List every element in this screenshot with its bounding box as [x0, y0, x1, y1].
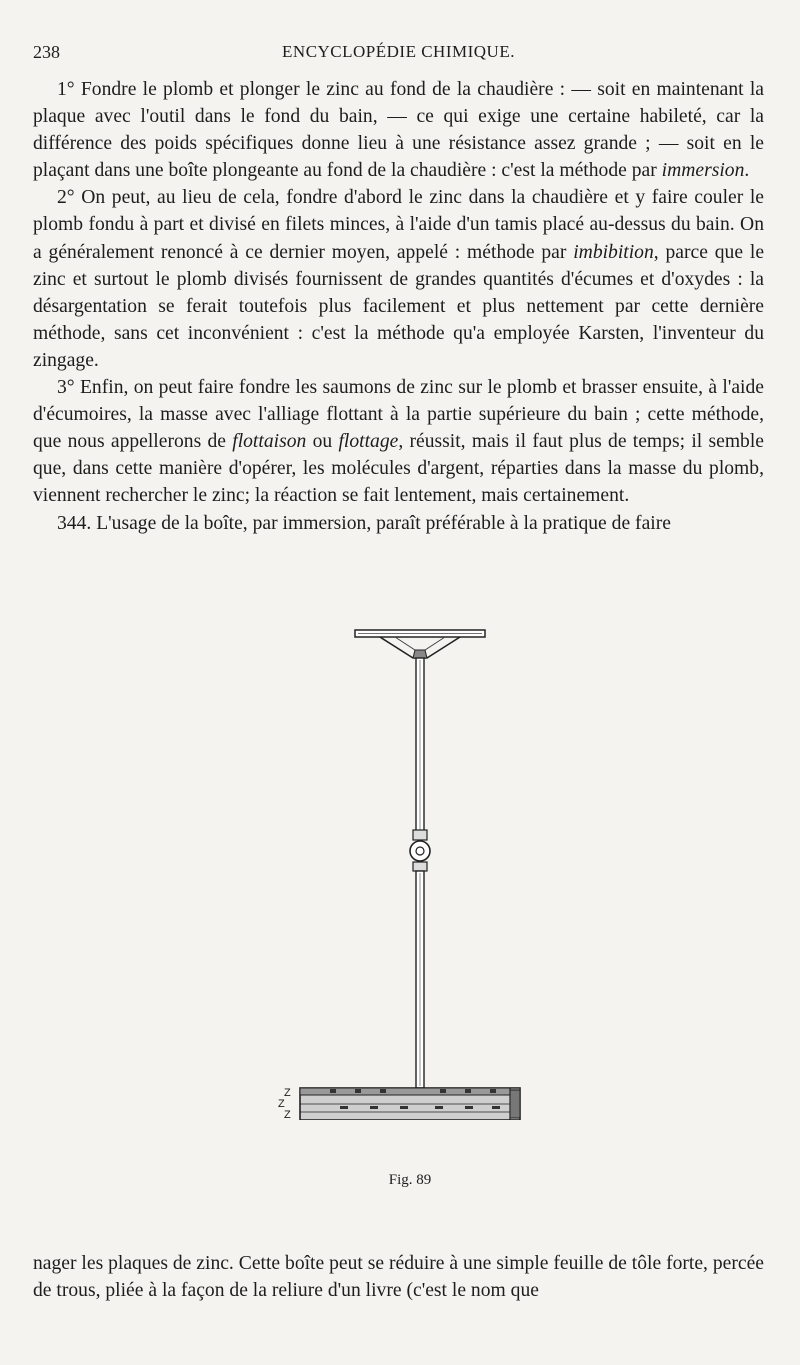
text-run: 2° On peut, au lieu de cela, fondre d'abord le zinc dans la chaudière et y faire couler le plomb fondu à part et divisé en filets minces, à l'aide d'un tamis placé au-dessus du bain. On a généralement renoncé à ce dernier moyen, appelé : méthode par	[33, 187, 764, 263]
emphasis-term: imbibition	[573, 241, 654, 263]
emphasis-term: flottaison	[232, 431, 307, 453]
paragraph-344	[33, 510, 764, 537]
figure-caption: Fig. 89	[388, 1172, 432, 1188]
paragraph-flottaison	[33, 374, 764, 509]
continuation-text	[33, 1250, 764, 1304]
text-run: , parce que le zinc et surtout le plomb divisés fournissent de grandes quantités d'écumes et d'oxydes : la désargentation se ferait toutefois plus facilement et plus nettement par cette dernière méthode, sans cet inconvénient : c'est la méthode qu'a employée Karsten, l'inventeur du zingage.	[33, 241, 765, 371]
running-title: ENCYCLOPÉDIE CHIMIQUE.	[282, 42, 515, 61]
text-run: ou	[306, 431, 339, 453]
figure-immersion-box	[270, 620, 540, 1120]
running-head	[33, 42, 764, 68]
paragraph-continuation: nager les plaques de zinc. Cette boîte peut se réduire à une simple feuille de tôle forte, percée de trous, pliée à la façon de la reliure d'un livre (c'est le nom que	[33, 1253, 764, 1302]
text-run: , réussit, mais il faut plus de temps; il semble que, dans cette manière d'opérer, les molécules d'argent, réparties dans la masse du plomb, viennent rechercher le zinc; la réaction se fait lentement, mais certainement.	[33, 431, 764, 507]
text-run: 1° Fondre le plomb et plonger le zinc au fond de la chaudière : — soit en maintenant la plaque avec l'outil dans le fond du bain, — ce qui exige une certaine habileté, car la différence des poids spécifiques donne lieu à une résistance assez grande ; — soit en le plaçant dans une boîte plongeante au fond de la chaudière : c'est la méthode par	[33, 79, 764, 182]
emphasis-term: flottage	[338, 431, 399, 453]
emphasis-term: immersion	[661, 160, 745, 182]
paragraph-immersion	[33, 76, 764, 184]
text-run: 344. L'usage de la boîte, par immersion, paraît préférable à la pratique de faire	[57, 512, 671, 534]
text-run: 3° Enfin, on peut faire fondre les saumons de zinc sur le plomb et brasser ensuite, à l'aide d'écumoires, la masse avec l'alliage flottant à la partie supérieure du bain ; cette méthode, que nous appellerons de	[33, 377, 764, 453]
figure-label-z3: Z	[284, 1109, 291, 1121]
immersion-box-illustration	[270, 620, 540, 1120]
main-text	[33, 76, 764, 537]
paragraph-imbibition	[33, 184, 764, 374]
figure-label-z1: Z	[284, 1087, 291, 1099]
page-number: 238	[33, 42, 60, 62]
figure-label-z2: Z	[278, 1098, 285, 1110]
text-run: .	[744, 160, 750, 182]
